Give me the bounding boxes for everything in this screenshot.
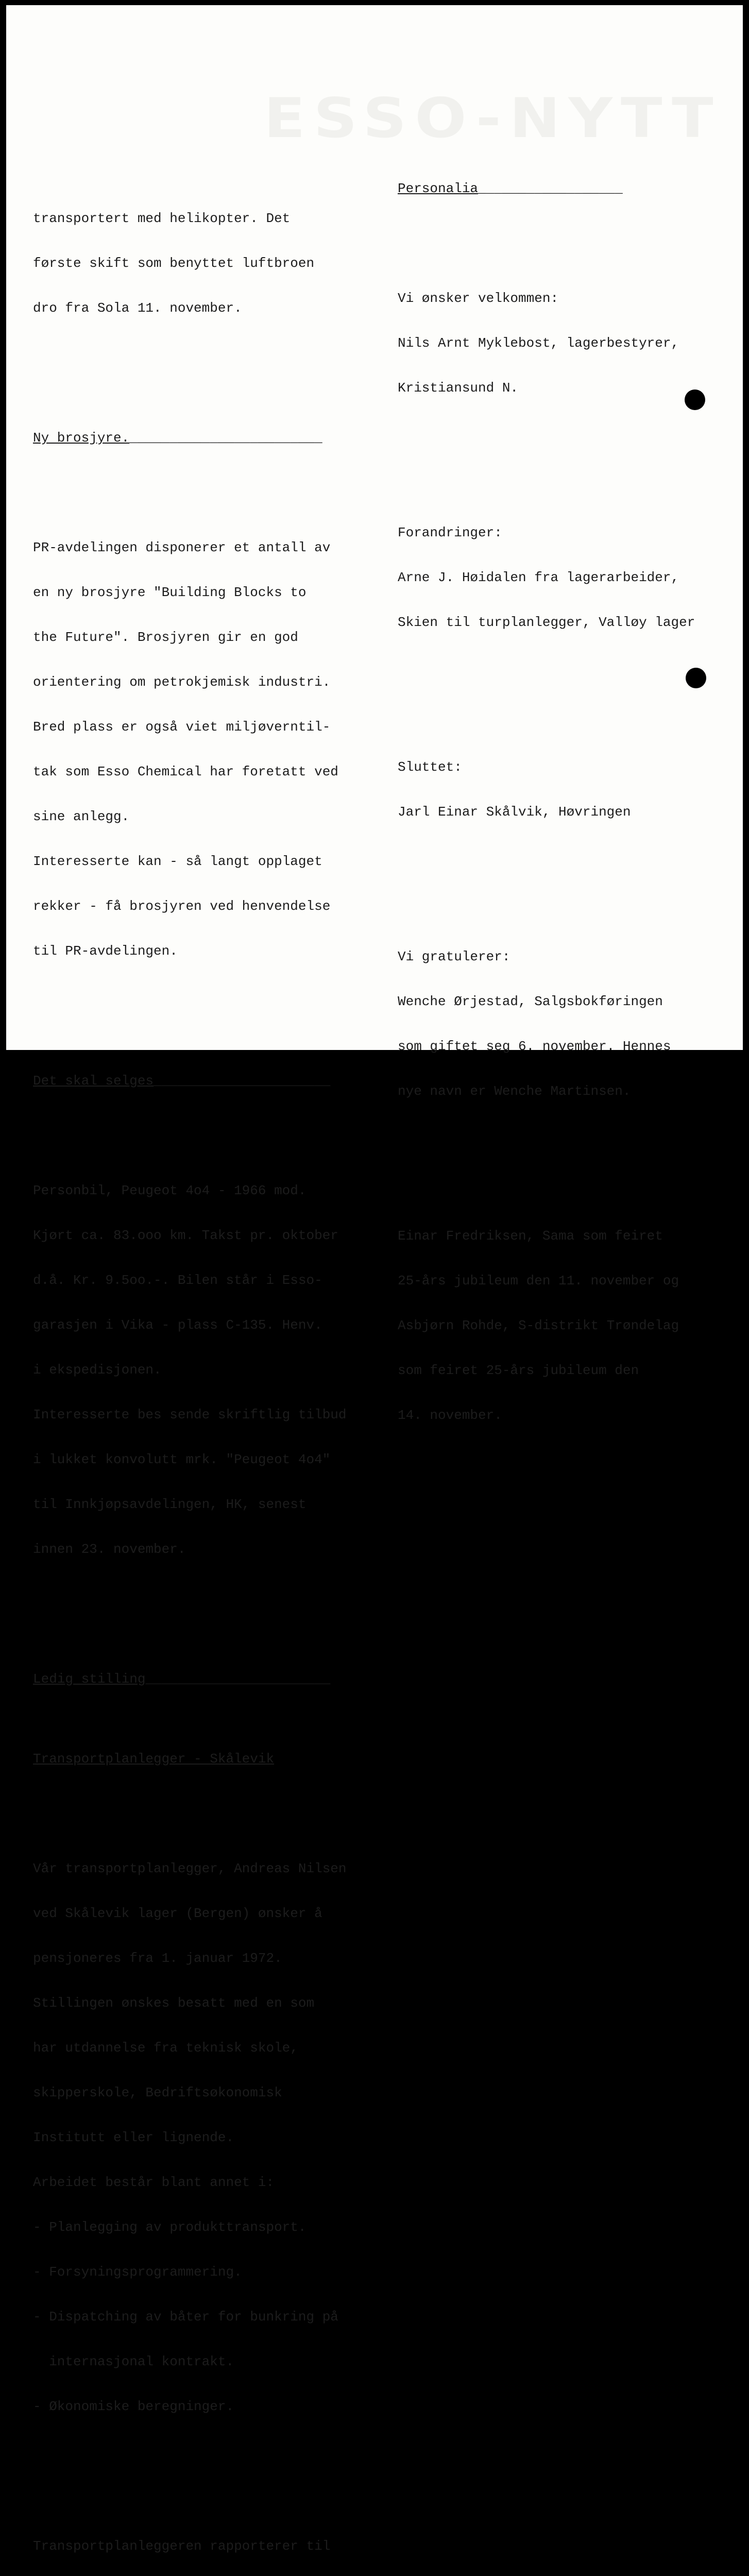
document-page: [6, 5, 743, 2554]
list-item: internasjonal kontrakt.: [33, 2354, 234, 2369]
velkommen-paragraph: [398, 261, 695, 426]
text-line: Kjørt ca. 83.ooo km. Takst pr. oktober: [33, 1228, 338, 1243]
text-line: nye navn er Wenche Martinsen.: [398, 1083, 631, 1099]
text-line: skipperskole, Bedriftsøkonomisk: [33, 2085, 282, 2100]
text-line: i lukket konvolutt mrk. "Peugeot 4o4": [33, 1452, 331, 1467]
text-line: garasjen i Vika - plass C-135. Henv.: [33, 1317, 322, 1333]
text-line: tak som Esso Chemical har foretatt ved: [33, 764, 338, 779]
left-column: [33, 151, 347, 2576]
text-line: innen 23. november.: [33, 1541, 186, 1557]
text-line: som giftet seg 6. november. Hennes: [398, 1039, 671, 1054]
text-line: Wenche Ørjestad, Salgsbokføringen: [398, 994, 663, 1009]
text-line: ved Skålevik lager (Bergen) ønsker å: [33, 1906, 322, 1921]
text-line: Arbeidet består blant annet i:: [33, 2175, 275, 2190]
job-title: Transportplanlegger - Skålevik: [33, 1751, 275, 1767]
selges-paragraph: [33, 1154, 347, 1587]
stilling-paragraph: [33, 1832, 347, 2444]
section-heading-selges: Det skal selges______________________: [33, 1073, 331, 1089]
text-line: Vi gratulerer:: [398, 949, 510, 964]
text-line: en ny brosjyre "Building Blocks to: [33, 585, 307, 600]
text-line: Skien til turplanlegger, Valløy lager: [398, 615, 695, 630]
gratulerer-paragraph: [398, 920, 695, 1129]
text-line: sine anlegg.: [33, 809, 130, 824]
text-line: Forandringer:: [398, 525, 502, 540]
text-line: the Future". Brosjyren gir en god: [33, 630, 298, 645]
list-item: - Planlegging av produkttransport.: [33, 2219, 307, 2235]
right-column: [398, 151, 695, 1483]
list-item: - Dispatching av båter for bunkring på: [33, 2309, 338, 2325]
text-line: d.å. Kr. 9.5oo.-. Bilen står i Esso-: [33, 1273, 322, 1288]
text-line: til PR-avdelingen.: [33, 943, 178, 959]
punch-hole: [685, 389, 705, 410]
text-line: transportert med helikopter. Det: [33, 211, 291, 226]
text-line: Interesserte kan - så langt opplaget: [33, 854, 322, 869]
text-line: til Innkjøpsavdelingen, HK, senest: [33, 1497, 307, 1512]
forandringer-paragraph: [398, 496, 695, 660]
text-line: Personbil, Peugeot 4o4 - 1966 mod.: [33, 1183, 307, 1198]
text-line: pensjoneres fra 1. januar 1972.: [33, 1951, 282, 1966]
punch-hole: [686, 668, 706, 688]
section-heading-brosjyre: Ny brosjyre.________________________: [33, 430, 322, 446]
text-line: rekker - få brosjyren ved henvendelse: [33, 899, 331, 914]
text-line: Jarl Einar Skålvik, Høvringen: [398, 804, 631, 820]
faint-masthead: ESSO-NYTT: [264, 86, 722, 150]
text-line: Stillingen ønskes besatt med en som: [33, 1995, 315, 2011]
list-item: - Økonomiske beregninger.: [33, 2399, 234, 2414]
text-line: Vår transportplanlegger, Andreas Nilsen: [33, 1861, 347, 1876]
section-heading-personalia: Personalia__________________: [398, 181, 623, 196]
text-line: Institutt eller lignende.: [33, 2130, 234, 2145]
text-line: Arne J. Høidalen fra lagerarbeider,: [398, 570, 679, 585]
text-line: 25-års jubileum den 11. november og: [398, 1273, 679, 1289]
text-line: Vi ønsker velkommen:: [398, 291, 559, 306]
intro-paragraph: [33, 181, 347, 346]
brosjyre-paragraph: [33, 511, 347, 989]
text-line: Asbjørn Rohde, S-distrikt Trøndelag: [398, 1318, 679, 1333]
text-line: første skift som benyttet luftbroen: [33, 256, 315, 271]
list-item: - Forsyningsprogrammering.: [33, 2264, 242, 2280]
text-line: Interesserte bes sende skriftlig tilbud: [33, 1407, 347, 1422]
text-line: 14. november.: [398, 1408, 502, 1423]
stilling-paragraph-2: [33, 2509, 347, 2576]
jubileum-paragraph: [398, 1199, 695, 1453]
text-line: i ekspedisjonen.: [33, 1362, 162, 1378]
text-line: som feiret 25-års jubileum den: [398, 1363, 639, 1378]
text-line: Nils Arnt Myklebost, lagerbestyrer,: [398, 335, 679, 351]
text-line: har utdannelse fra teknisk skole,: [33, 2040, 298, 2056]
text-line: Kristiansund N.: [398, 380, 519, 396]
text-line: orientering om petrokjemisk industri.: [33, 674, 331, 690]
text-line: Sluttet:: [398, 759, 462, 775]
text-line: dro fra Sola 11. november.: [33, 300, 242, 316]
sluttet-paragraph: [398, 730, 695, 850]
text-line: Bred plass er også viet miljøverntil-: [33, 719, 331, 735]
text-line: Transportplanleggeren rapporterer til: [33, 2538, 331, 2554]
text-line: Einar Fredriksen, Sama som feiret: [398, 1228, 663, 1244]
section-heading-stilling: Ledig stilling_______________________: [33, 1671, 331, 1687]
text-line: PR-avdelingen disponerer et antall av: [33, 540, 331, 555]
